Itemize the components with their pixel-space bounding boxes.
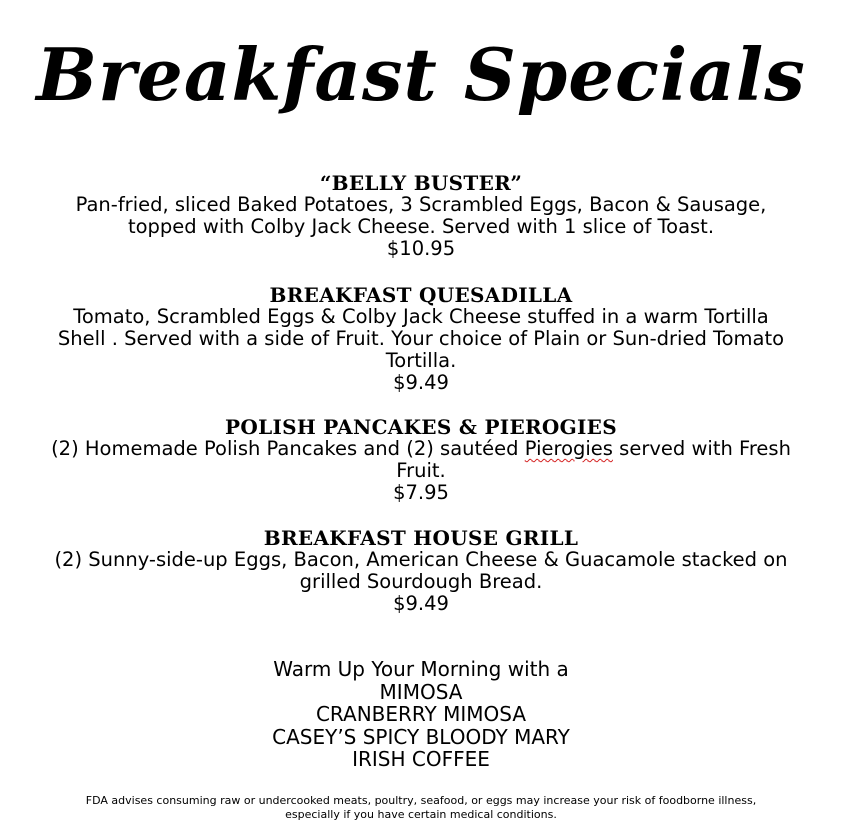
drink-item: IRISH COFFEE <box>352 747 490 771</box>
item-name: “BELLY BUSTER” <box>319 171 523 195</box>
description-text: served with Fresh Fruit. <box>396 437 791 482</box>
description-text: (2) Homemade Polish Pancakes and (2) sautéed <box>51 437 525 460</box>
menu-item-polish-pancakes-pierogies <box>0 416 842 504</box>
item-description: (2) Sunny-side-up Eggs, Bacon, American Cheese & Guacamole stacked on grilled Sourdough Bread. <box>54 548 788 593</box>
item-name: POLISH PANCAKES & PIEROGIES <box>225 415 617 439</box>
item-name: BREAKFAST QUESADILLA <box>269 283 573 307</box>
fda-disclaimer <box>0 794 842 821</box>
disclaimer-line: FDA advises consuming raw or undercooked meats, poultry, seafood, or eggs may increase your risk of foodborne illness, <box>85 794 757 807</box>
item-name: BREAKFAST HOUSE GRILL <box>263 526 579 550</box>
menu-item-breakfast-house-grill <box>0 527 842 615</box>
item-price: $7.95 <box>393 481 449 504</box>
item-description: Pan-fried, sliced Baked Potatoes, 3 Scrambled Eggs, Bacon & Sausage, topped with Colby Jack Cheese. Served with 1 slice of Toast. <box>75 193 767 238</box>
drink-item: CASEY’S SPICY BLOODY MARY <box>272 724 570 749</box>
spellcheck-flagged-word: Pierogies <box>524 437 613 460</box>
disclaimer-line: especially if you have certain medical conditions. <box>285 807 557 821</box>
drinks-section <box>0 658 842 771</box>
drink-item: CRANBERRY MIMOSA <box>315 702 527 726</box>
menu-item-breakfast-quesadilla <box>0 284 842 394</box>
drinks-intro: Warm Up Your Morning with a <box>273 657 569 681</box>
item-description <box>0 438 842 482</box>
item-description: Tomato, Scrambled Eggs & Colby Jack Cheese stuffed in a warm Tortilla Shell . Served with a side of Fruit. Your choice of Plain or Sun-dried Tomato Tortilla. <box>57 305 785 372</box>
item-price: $9.49 <box>393 371 449 394</box>
drink-item: MIMOSA <box>379 679 463 704</box>
item-price: $9.49 <box>393 592 449 615</box>
page-title: Breakfast Specials <box>36 32 806 117</box>
menu-item-belly-buster <box>0 172 842 260</box>
item-price: $10.95 <box>386 237 456 260</box>
